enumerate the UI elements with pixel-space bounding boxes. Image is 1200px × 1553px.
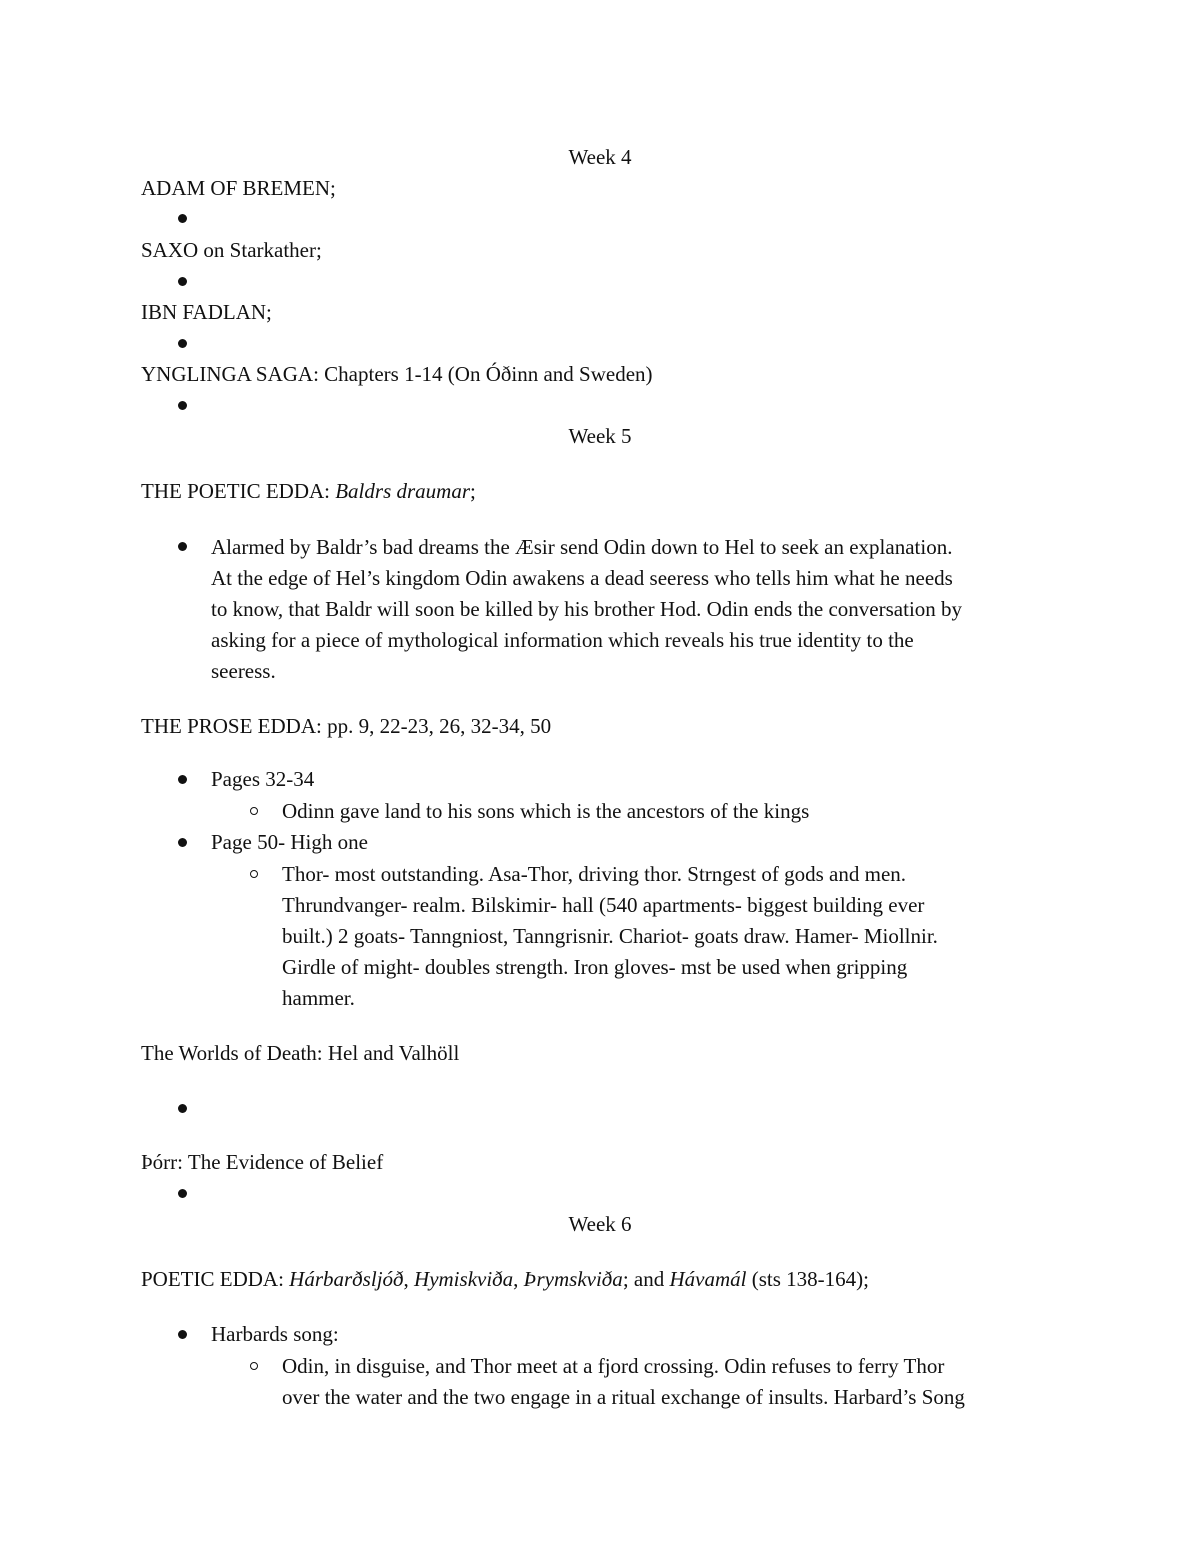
thorr-heading: Þórr: The Evidence of Belief (141, 1150, 384, 1174)
worlds-of-death-heading: The Worlds of Death: Hel and Valhöll (141, 1041, 460, 1065)
pages-32-34-item: Pages 32-34 (211, 767, 315, 791)
prose-edda-heading: THE PROSE EDDA: pp. 9, 22-23, 26, 32-34, 50 (141, 714, 552, 738)
bullet-icon (178, 838, 187, 847)
bullet-icon (178, 542, 187, 551)
week-6-heading: Week 6 (568, 1212, 632, 1236)
harbards-note-line: Odin, in disguise, and Thor meet at a fjord crossing. Odin refuses to ferry Thor (282, 1354, 945, 1378)
heading-suffix: (sts 138-164); (746, 1267, 869, 1291)
baldrs-draumar-title: Baldrs draumar (335, 479, 471, 503)
poetic-edda-prefix: THE POETIC EDDA: (141, 479, 336, 503)
week-4-heading: Week 4 (568, 145, 632, 169)
baldrs-summary-line: Alarmed by Baldr’s bad dreams the Æsir send Odin down to Hel to seek an explanation. (211, 535, 953, 559)
bullet-icon (178, 401, 187, 410)
page-50-note-line: Thor- most outstanding. Asa-Thor, driving thor. Strngest of gods and men. (282, 862, 907, 886)
page-50-item: Page 50- High one (211, 830, 368, 854)
poetic-edda-week6-heading (141, 1269, 869, 1290)
bullet-icon (178, 214, 187, 223)
poem-title: Hárbarðsljóð (289, 1267, 404, 1291)
harbards-note-line: over the water and the two engage in a ritual exchange of insults. Harbard’s Song (282, 1385, 965, 1409)
baldrs-summary-line: to know, that Baldr will soon be killed by his brother Hod. Odin ends the conversation by (211, 597, 963, 621)
ibn-fadlan-heading: IBN FADLAN; (141, 300, 272, 324)
separator: , (513, 1267, 524, 1291)
page-50-note-line: hammer. (282, 986, 355, 1010)
bullet-icon (178, 1330, 187, 1339)
poem-title: Hávamál (669, 1267, 747, 1291)
saxo-heading: SAXO on Starkather; (141, 238, 322, 262)
bullet-icon (178, 1189, 187, 1198)
poetic-edda-baldrs-heading (141, 481, 476, 502)
baldrs-summary-line: At the edge of Hel’s kingdom Odin awakens a dead seeress who tells him what he needs (211, 566, 953, 590)
heading-prefix: POETIC EDDA: (141, 1267, 290, 1291)
bullet-icon (178, 1104, 187, 1113)
pages-32-34-note: Odinn gave land to his sons which is the ancestors of the kings (282, 799, 810, 823)
baldrs-summary-line: seeress. (211, 659, 276, 683)
poetic-edda-suffix: ; (470, 479, 476, 503)
separator: , (403, 1267, 415, 1291)
sub-bullet-icon (250, 1362, 258, 1370)
baldrs-summary-line: asking for a piece of mythological information which reveals his true identity to the (211, 628, 914, 652)
ynglinga-saga-heading: YNGLINGA SAGA: Chapters 1-14 (On Óðinn and Sweden) (141, 362, 653, 386)
adam-of-bremen-heading: ADAM OF BREMEN; (141, 176, 336, 200)
harbards-song-item: Harbards song: (211, 1322, 339, 1346)
page-50-note-line: built.) 2 goats- Tanngniost, Tanngrisnir. Chariot- goats draw. Hamer- Miollnir. (282, 924, 938, 948)
bullet-icon (178, 339, 187, 348)
sub-bullet-icon (250, 870, 258, 878)
page-50-note-line: Thrundvanger- realm. Bilskimir- hall (540 apartments- biggest building ever (282, 893, 925, 917)
bullet-icon (178, 277, 187, 286)
week-5-heading: Week 5 (568, 424, 632, 448)
poem-title: Hymiskviða (414, 1267, 514, 1291)
separator: ; and (622, 1267, 670, 1291)
page-50-note-line: Girdle of might- doubles strength. Iron gloves- mst be used when gripping (282, 955, 908, 979)
bullet-icon (178, 775, 187, 784)
sub-bullet-icon (250, 807, 258, 815)
poem-title: Þrymskviða (523, 1267, 623, 1291)
